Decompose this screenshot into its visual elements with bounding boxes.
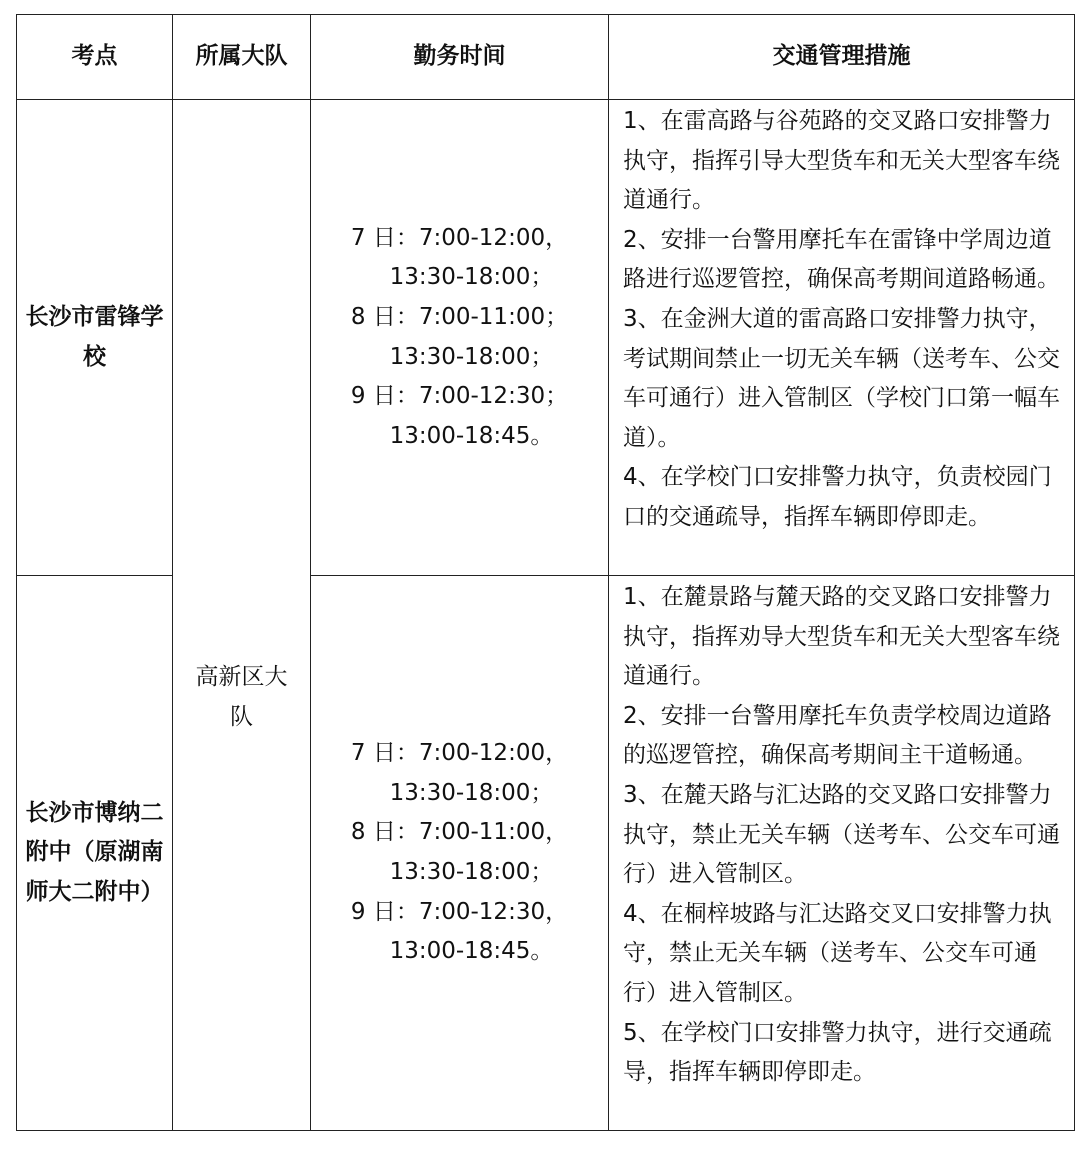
table-row — [17, 100, 1075, 576]
measure-item: 3、在金洲大道的雷高路口安排警力执守，考试期间禁止一切无关车辆（送考车、公交车可通行）进入管制区（学校门口第一幅车道）。 — [623, 305, 1060, 451]
exam-site-cell: 长沙市雷锋学校 — [17, 100, 173, 576]
duty-time-line: 13:00-18:45。 — [389, 938, 554, 965]
duty-time-line: 13:30-18:00； — [389, 859, 554, 885]
measure-item: 5、在学校门口安排警力执守，进行交通疏导，指挥车辆即停即走。 — [623, 1019, 1052, 1086]
duty-time-cell — [311, 576, 609, 1131]
duty-time-line: 8 日：7:00-11:00， — [350, 819, 569, 846]
measures-cell — [609, 576, 1075, 1131]
header-duty-time: 勤务时间 — [311, 15, 609, 100]
duty-time-line: 7 日：7:00-12:00， — [350, 224, 569, 251]
duty-time-line: 13:00-18:45。 — [389, 422, 554, 449]
duty-time-line: 8 日：7:00-11:00； — [350, 303, 569, 330]
duty-time-line: 13:30-18:00； — [389, 264, 554, 291]
measure-item: 1、在麓景路与麓天路的交叉路口安排警力执守，指挥劝导大型货车和无关大型客车绕道通行。 — [623, 584, 1060, 690]
brigade-name: 高新区大队 — [195, 664, 288, 730]
measure-item: 1、在雷高路与谷苑路的交叉路口安排警力执守，指挥引导大型货车和无关大型客车绕道通行。 — [623, 108, 1060, 214]
measure-item: 2、安排一台警用摩托车负责学校周边道路的巡逻管控，确保高考期间主干道畅通。 — [623, 702, 1052, 769]
measure-item: 4、在桐梓坡路与汇达路交叉口安排警力执守，禁止无关车辆（送考车、公交车可通行）进入管制区。 — [623, 900, 1052, 1006]
duty-time-line: 13:30-18:00； — [389, 343, 554, 370]
duty-time-line: 13:30-18:00； — [389, 779, 554, 806]
duty-time-cell — [311, 100, 609, 576]
measure-item: 3、在麓天路与汇达路的交叉路口安排警力执守，禁止无关车辆（送考车、公交车可通行）进入管制区。 — [623, 781, 1060, 888]
traffic-measures-table — [16, 14, 1075, 1131]
brigade-cell — [173, 100, 311, 1131]
measure-item: 2、安排一台警用摩托车在雷锋中学周边道路进行巡逻管控，确保高考期间道路畅通。 — [623, 226, 1060, 293]
duty-time-line: 9 日：7:00-12:30； — [350, 383, 569, 410]
measure-item: 4、在学校门口安排警力执守，负责校园门口的交通疏导，指挥车辆即停即走。 — [623, 464, 1052, 530]
header-brigade: 所属大队 — [173, 15, 311, 100]
header-row — [17, 15, 1075, 100]
header-traffic-measures: 交通管理措施 — [609, 15, 1075, 100]
duty-time-line: 7 日：7:00-12:00， — [350, 740, 569, 767]
header-exam-site: 考点 — [17, 15, 173, 100]
measures-cell — [609, 100, 1075, 576]
exam-site-cell: 长沙市博纳二附中（原湖南师大二附中） — [17, 576, 173, 1131]
duty-time-line: 9 日：7:00-12:30， — [350, 898, 569, 925]
